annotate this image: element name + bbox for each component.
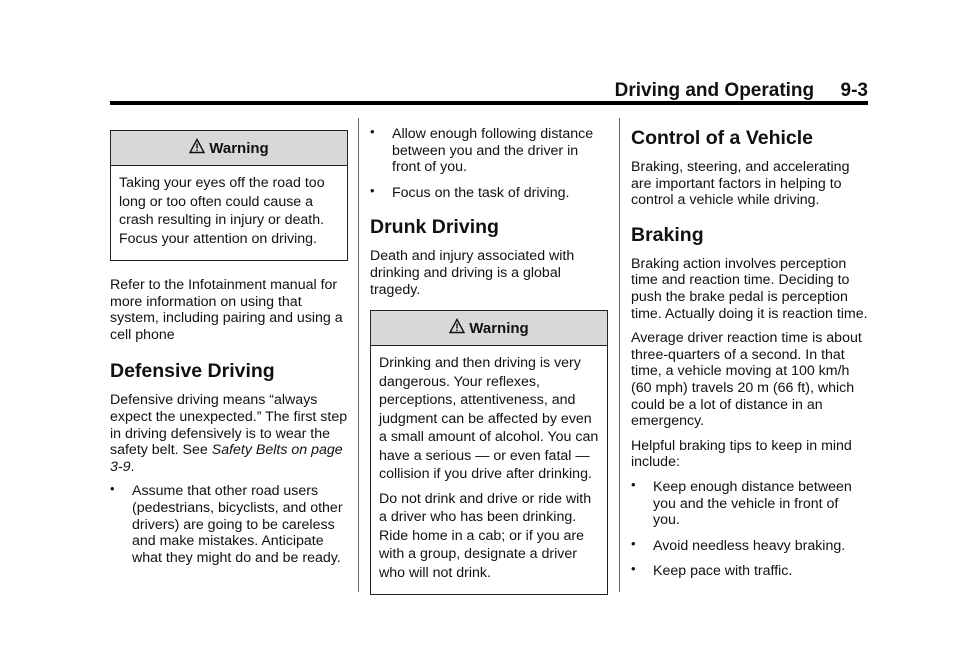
infotainment-paragraph: Refer to the Infotainment manual for more information on using that system, including pairing and using a cell phone: [110, 277, 343, 343]
braking-paragraph-1: Braking action involves perception time and reaction time. Deciding to push the brake pedal is perception time. Actually doing it is reaction time.: [631, 255, 868, 322]
list-item-text: Allow enough following distance between you and the driver in front of you.: [392, 126, 594, 176]
bullet-dot-icon: •: [631, 561, 636, 577]
bullet-dot-icon: •: [370, 124, 375, 139]
warning-text: Drinking and then driving is very dangerous. Your reflexes, perceptions, attentiveness, and judgment can be affected by even a small amount of alcohol. You can have a serious — or even fatal — collision if you drive after drinking.: [379, 355, 599, 483]
warning-header: [371, 311, 607, 346]
page-header: [110, 80, 868, 102]
column-divider-2: [619, 118, 620, 592]
bullet-list-2: [370, 126, 608, 201]
list-item-text: Avoid needless heavy braking.: [653, 537, 846, 554]
column-2: [370, 126, 608, 611]
list-item-text: Keep pace with traffic.: [653, 563, 793, 580]
bullet-dot-icon: •: [631, 535, 636, 551]
section-heading-braking: Braking: [631, 223, 704, 246]
defensive-text-end: .: [130, 458, 135, 475]
section-heading-drunk-driving: Drunk Driving: [370, 216, 499, 239]
bullet-dot-icon: •: [370, 182, 375, 198]
bullet-list-3: [631, 476, 869, 580]
safety-belts-link[interactable]: Safety Belts on page 3-9: [110, 442, 343, 475]
braking-paragraph-2: Average driver reaction time is about three-quarters of a second. In that time, a vehicle moving at 100 km/h (60 mph) travels 20 m (66 ft), which could be a lot of distance in an emergency.: [631, 330, 862, 430]
bullet-list-1: [110, 483, 348, 566]
warning-header: [111, 131, 347, 166]
warning-body: [371, 346, 607, 594]
section-heading-control: Control of a Vehicle: [631, 127, 814, 149]
warning-title: Warning: [469, 319, 529, 337]
warning-text: Taking your eyes off the road too long or too often could cause a crash resulting in injury or death. Focus your attention on driving.: [119, 175, 325, 247]
bullet-dot-icon: •: [631, 476, 636, 492]
list-item: [370, 126, 608, 176]
list-item: [370, 182, 608, 202]
warning-text: Do not drink and drive or ride with a driver who has been drinking. Ride home in a cab; or if you are with a group, designate a driver who will not drink.: [379, 490, 592, 581]
section-heading-defensive-driving: Defensive Driving: [110, 360, 275, 383]
list-item: [631, 476, 869, 529]
header-title: Driving and Operating 9-3: [614, 80, 868, 101]
column-3: [631, 126, 869, 589]
list-item-text: Assume that other road users (pedestrians, bicyclists, and other drivers) are going to be careless and make mistakes. Anticipate what they might do and be ready.: [132, 483, 343, 566]
bullet-dot-icon: •: [110, 481, 115, 497]
column-1: [110, 118, 348, 575]
header-rule: [110, 101, 868, 105]
defensive-driving-paragraph: [110, 392, 348, 475]
warning-box-2: [370, 310, 608, 595]
defensive-text: Defensive driving means “always expect the unexpected.” The first step in driving defensively is to wear the safety belt. See: [110, 392, 348, 459]
control-paragraph: Braking, steering, and accelerating are important factors in helping to control a vehicle while driving.: [631, 159, 850, 209]
warning-triangle-icon: [189, 138, 205, 158]
warning-triangle-icon: [449, 318, 465, 338]
list-item-text: Focus on the task of driving.: [392, 184, 570, 201]
warning-title: Warning: [209, 139, 269, 157]
braking-paragraph-3: Helpful braking tips to keep in mind include:: [631, 437, 852, 471]
warning-box-1: [110, 130, 348, 261]
drunk-driving-paragraph: Death and injury associated with drinking and driving is a global tragedy.: [370, 248, 575, 298]
column-divider-1: [358, 118, 359, 592]
warning-body: [111, 166, 347, 260]
list-item: [110, 483, 348, 566]
list-item-text: Keep enough distance between you and the vehicle in front of you.: [653, 478, 852, 529]
list-item: [631, 535, 869, 555]
list-item: [631, 563, 869, 580]
